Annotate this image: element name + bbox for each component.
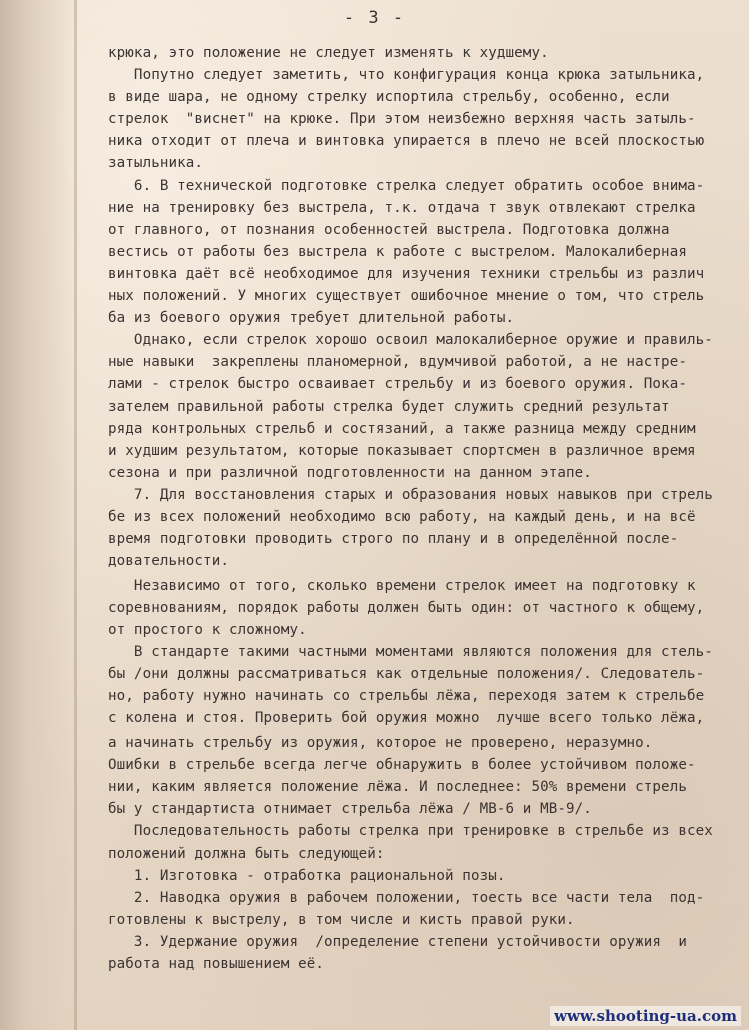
text-line: сезона и при различной подготовленности на данном этапе. xyxy=(108,464,592,481)
text-line: 3. Удержание оружия /определение степени устойчивости оружия и xyxy=(108,933,687,950)
text-line: бы /они должны рассматриваться как отдельные положения/. Следователь- xyxy=(108,666,705,683)
text-line: но, работу нужно начинать со стрельбы лёжа, переходя затем к стрельбе xyxy=(108,688,705,705)
text-line: Однако, если стрелок хорошо освоил малокалиберное оружие и правиль- xyxy=(108,332,713,349)
text-line: бе из всех положений необходимо всю работу, на каждый день, и на всё xyxy=(108,508,696,525)
text-line: ние на тренировку без выстрела, т.к. отдача т звук отвлекают стрелка xyxy=(108,199,696,216)
text-line: зателем правильной работы стрелка будет служить средний результат xyxy=(108,398,670,415)
text-line: ряда контрольных стрельб и состязаний, а также разница между средним xyxy=(108,420,696,437)
text-line: 6. В технической подготовке стрелка следует обратить особое внима- xyxy=(108,177,705,194)
body-text xyxy=(108,42,734,975)
text-line: нии, каким является положение лёжа. И последнее: 50% времени стрель xyxy=(108,779,687,796)
text-line: ные навыки закреплены планомерной, вдумчивой работой, а не настре- xyxy=(108,354,687,371)
text-line: ника отходит от плеча и винтовка упирается в плечо не всей плоскостью xyxy=(108,133,705,150)
text-line: ных положений. У многих существует ошибочное мнение о том, что стрель xyxy=(108,288,705,305)
text-line: Последовательность работы стрелка при тренировке в стрельбе из всех xyxy=(108,823,713,840)
text-line: вестись от работы без выстрела к работе с выстрелом. Малокалиберная xyxy=(108,243,687,260)
text-line: от главного, от познания особенностей выстрела. Подготовка должна xyxy=(108,221,670,238)
text-line: 7. Для восстановления старых и образования новых навыков при стрель xyxy=(108,486,713,503)
page-fold xyxy=(74,0,77,1030)
binding-edge xyxy=(0,0,78,1030)
text-line: лами - стрелок быстро осваивает стрельбу и из боевого оружия. Пока- xyxy=(108,376,687,393)
text-line: Ошибки в стрельбе всегда легче обнаружить в более устойчивом положе- xyxy=(108,757,696,774)
text-line: Независимо от того, сколько времени стрелок имеет на подготовку к xyxy=(108,577,696,594)
text-line: ба из боевого оружия требует длительной работы. xyxy=(108,310,515,327)
text-line: Попутно следует заметить, что конфигурация конца крюка затыльника, xyxy=(108,67,705,84)
text-line: довательности. xyxy=(108,553,229,570)
text-line: бы у стандартиста отнимает стрельба лёжа / МВ-6 и МВ-9/. xyxy=(108,801,592,818)
text-line: положений должна быть следующей: xyxy=(108,845,385,862)
text-line: и худшим результатом, которые показывает спортсмен в различное время xyxy=(108,442,696,459)
text-line: с колена и стоя. Проверить бой оружия можно лучше всего только лёжа, xyxy=(108,710,705,727)
text-line: В стандарте такими частными моментами являются положения для стель- xyxy=(108,644,713,661)
text-line: винтовка даёт всё необходимое для изучения техники стрельбы из различ xyxy=(108,265,705,282)
text-line: стрелок "виснет" на крюке. При этом неизбежно верхняя часть затыль- xyxy=(108,111,696,128)
text-line: от простого к сложному. xyxy=(108,622,307,639)
text-line: затыльника. xyxy=(108,155,204,172)
text-line: время подготовки проводить строго по плану и в определённой после- xyxy=(108,531,679,548)
text-line: работа над повышением её. xyxy=(108,956,325,973)
text-line: соревнованиям, порядок работы должен быть один: от частного к общему, xyxy=(108,599,705,616)
text-line: 2. Наводка оружия в рабочем положении, тоесть все части тела под- xyxy=(108,889,705,906)
text-line: 1. Изготовка - отработка рациональной позы. xyxy=(108,867,506,884)
text-line: готовлены к выстрелу, в том числе и кисть правой руки. xyxy=(108,911,575,928)
site-watermark: www.shooting-ua.com xyxy=(550,1006,741,1026)
text-line: в виде шара, не одному стрелку испортила стрельбу, особенно, если xyxy=(108,89,670,106)
page-number: - 3 - xyxy=(343,8,406,28)
text-line: крюка, это положение не следует изменять к худшему. xyxy=(108,45,549,61)
text-line: а начинать стрельбу из оружия, которое не проверено, неразумно. xyxy=(108,735,653,752)
